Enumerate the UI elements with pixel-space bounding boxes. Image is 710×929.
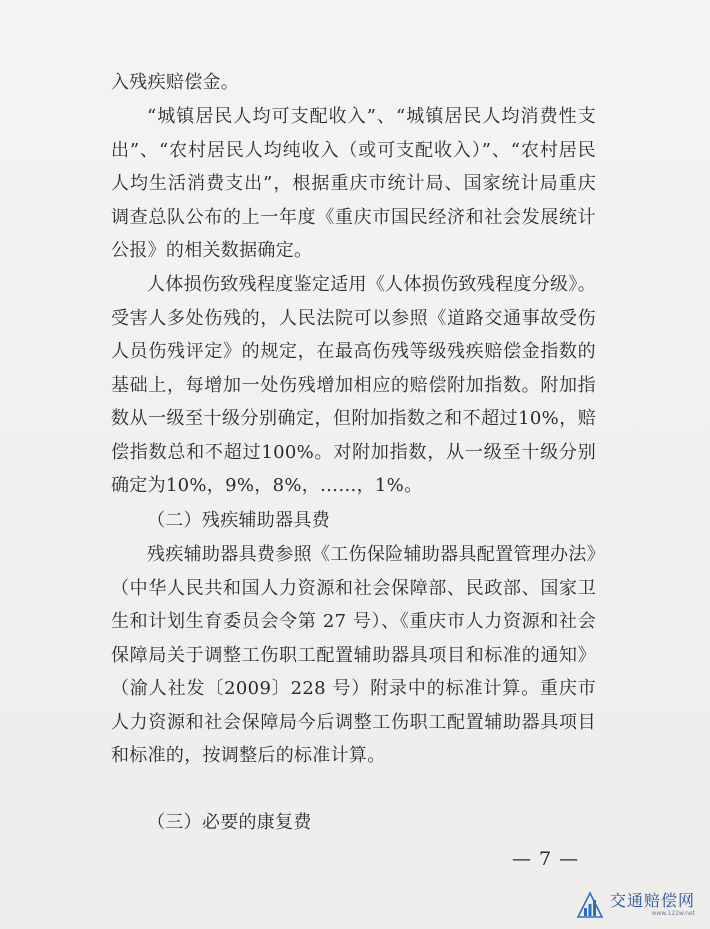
watermark-name: 交通赔偿网 (610, 891, 696, 910)
page-number: — 7 — (512, 848, 580, 870)
section-heading-rehabilitation: （三）必要的康复费 (147, 812, 312, 833)
paragraph-income-standards: “城镇居民人均可支配收入”、“城镇居民人均消费性支出”、“农村居民人均纯收入（或可支配收入）”、“农村居民人均生活消费支出”，根据重庆市统计局、国家统计局重庆调查总队公布的上一年度《重庆市国民经济和社会发展统计公报》的相关数据确定。 (111, 106, 596, 261)
section-heading-assistive-devices: （二）残疾辅助器具费 (147, 510, 330, 531)
watermark-url: www.122w.net (651, 910, 696, 917)
watermark (576, 888, 695, 922)
paragraph-continuation: 入残疾赔偿金。 (111, 72, 240, 93)
bar-chart-logo-icon (576, 891, 604, 919)
paragraph-disability-assessment: 人体损伤致残程度鉴定适用《人体损伤致残程度分级》。受害人多处伤残的，人民法院可以参照《道路交通事故受伤人员伤残评定》的规定，在最高伤残等级残疾赔偿金指数的基础上，每增加一处伤残增加相应的赔偿附加指数。附加指数从一级至十级分别确定，但附加指数之和不超过10%，赔偿指数总和不超过100%。对附加指数，从一级至十级分别确定为10%，9%，8%，……，1%。 (111, 274, 596, 496)
paragraph-assistive-devices: 残疾辅助器具费参照《工伤保险辅助器具配置管理办法》（中华人民共和国人力资源和社会保障部、民政部、国家卫生和计划生育委员会令第 27 号）、《重庆市人力资源和社会保障局关于调整工伤职工配置辅助器具项目和标准的通知》（渝人社发〔2009〕228 号）附录中的标准计算。重庆市人力资源和社会保障局今后调整工伤职工配置辅助器具项目和标准的，按调整后的标准计算。 (111, 544, 597, 766)
